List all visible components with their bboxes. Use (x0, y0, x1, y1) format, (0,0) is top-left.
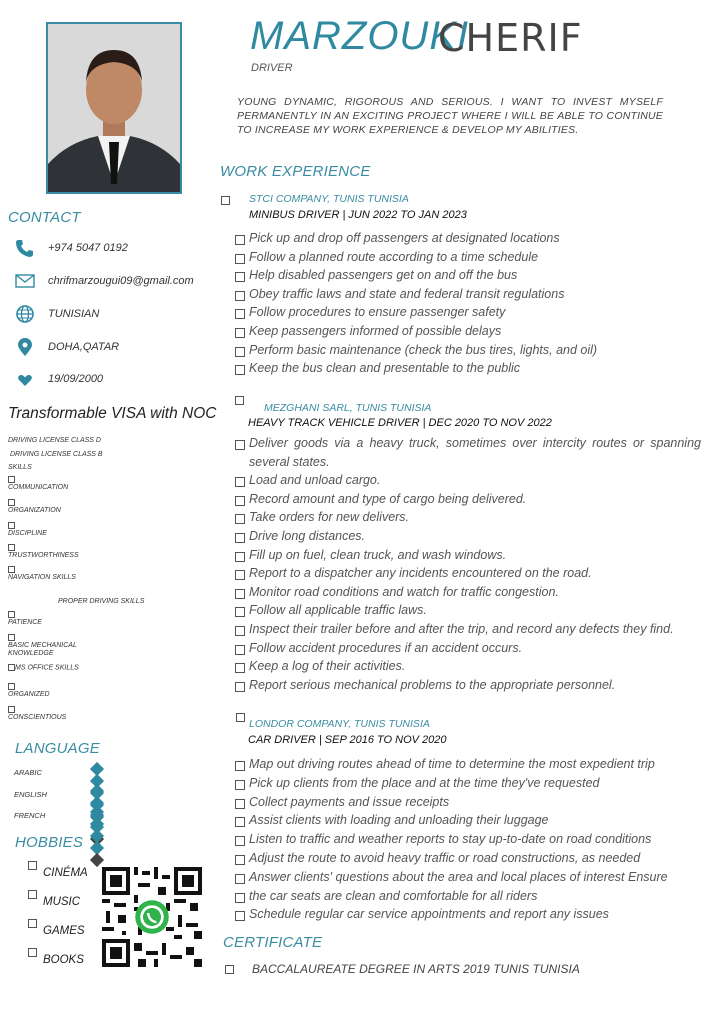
hobbies-heading: HOBBIES (15, 834, 84, 851)
checkbox-icon (235, 780, 245, 790)
first-name: MARZOUKI (250, 14, 470, 58)
checkbox-icon (235, 552, 245, 562)
checkbox-icon (235, 817, 245, 827)
checkbox-icon (235, 514, 245, 524)
checkbox-icon (235, 589, 245, 599)
checkbox-icon (235, 365, 245, 375)
skill-item: PROPER DRIVING SKILLS (58, 598, 145, 605)
checkbox-icon (235, 761, 245, 771)
language-row: ENGLISH (14, 790, 47, 799)
checkbox-icon (235, 272, 245, 282)
checkbox-icon (235, 645, 245, 655)
checkbox-icon (235, 626, 245, 636)
skill-item: BASIC MECHANICAL KNOWLEDGE (8, 634, 88, 658)
language-row: ARABIC (14, 768, 42, 777)
checkbox-icon (235, 533, 245, 543)
job-bullet (221, 196, 230, 205)
checkbox-icon (235, 911, 245, 921)
checkbox-icon (235, 496, 245, 506)
skill-item: DISCIPLINE (8, 522, 47, 538)
checkbox-icon (235, 309, 245, 319)
job-company: LONDOR COMPANY, TUNIS TUNISIA (249, 718, 430, 730)
hobby-item: MUSIC (28, 890, 80, 902)
mail-icon (14, 271, 36, 291)
work-experience-heading: WORK EXPERIENCE (220, 163, 371, 180)
checkbox-icon (235, 663, 245, 673)
skill-item: COMMUNICATION (8, 476, 68, 492)
profile-photo (46, 22, 182, 194)
checkbox-icon (235, 682, 245, 692)
job-bullet (236, 713, 245, 722)
job-role: HEAVY TRACK VEHICLE DRIVER | DEC 2020 TO NOV 2022 (248, 417, 552, 429)
skill-item: CONSCIENTIOUS (8, 706, 66, 722)
job-company: MEZGHANI SARL, TUNIS TUNISIA (264, 402, 432, 414)
checkbox-icon (235, 893, 245, 903)
qr-code[interactable] (102, 867, 202, 967)
checkbox-icon (235, 291, 245, 301)
checkbox-icon (235, 254, 245, 264)
location-pin-icon (14, 337, 36, 357)
license-item: DRIVING LICENSE CLASS B (10, 451, 103, 458)
job-bullet (235, 396, 244, 405)
phone-icon (14, 238, 36, 258)
skills-heading: SKILLS (8, 464, 32, 471)
hobby-item: BOOKS (28, 948, 84, 960)
skill-item: ORGANIZED (8, 683, 50, 699)
checkbox-icon (235, 347, 245, 357)
skill-item: NAVIGATION SKILLS (8, 566, 76, 582)
job-role: CAR DRIVER | SEP 2016 TO NOV 2020 (248, 734, 447, 746)
job-title: DRIVER (251, 62, 293, 74)
certificate-item: BACCALAUREATE DEGREE IN ARTS 2019 TUNIS TUNISIA (225, 962, 580, 976)
visa-status: Transformable VISA with NOC (8, 405, 217, 422)
level-dot-empty (90, 853, 104, 867)
hobby-item: GAMES (28, 919, 85, 931)
checkbox-icon (235, 874, 245, 884)
globe-icon (14, 304, 36, 324)
checkbox-icon (235, 440, 245, 450)
language-heading: LANGUAGE (15, 740, 100, 757)
job-company: STCI COMPANY, TUNIS TUNISIA (249, 193, 409, 205)
skill-item: MS OFFICE SKILLS (8, 664, 79, 672)
checkbox-icon (235, 836, 245, 846)
checkbox-icon (235, 570, 245, 580)
skill-item: PATIENCE (8, 611, 42, 627)
checkbox-icon (235, 607, 245, 617)
last-name: CHERIF (438, 16, 583, 60)
certificate-heading: CERTIFICATE (223, 934, 323, 951)
checkbox-icon (235, 328, 245, 338)
skill-item: ORGANIZATION (8, 499, 61, 515)
heart-icon (14, 369, 36, 389)
checkbox-icon (235, 799, 245, 809)
checkbox-icon (235, 477, 245, 487)
job-role: MINIBUS DRIVER | JUN 2022 TO JAN 2023 (249, 209, 467, 221)
checkbox-icon (235, 235, 245, 245)
skill-item: TRUSTWORTHINESS (8, 544, 79, 560)
language-row: FRENCH (14, 811, 45, 820)
objective-text: YOUNG DYNAMIC, RIGOROUS AND SERIOUS. I WANT TO INVEST MYSELF PERMANENTLY IN AN EXCITING PROJECT WHERE I WILL BE ABLE TO CONTINUE TO INCREASE MY WORK EXPERIENCE & DEVELOP MY ABILITIES. (237, 96, 663, 136)
hobby-item: CINÉMA (28, 861, 88, 873)
contact-heading: CONTACT (8, 209, 81, 226)
checkbox-icon (235, 855, 245, 865)
license-item: DRIVING LICENSE CLASS D (8, 437, 101, 444)
language-level (92, 807, 117, 867)
